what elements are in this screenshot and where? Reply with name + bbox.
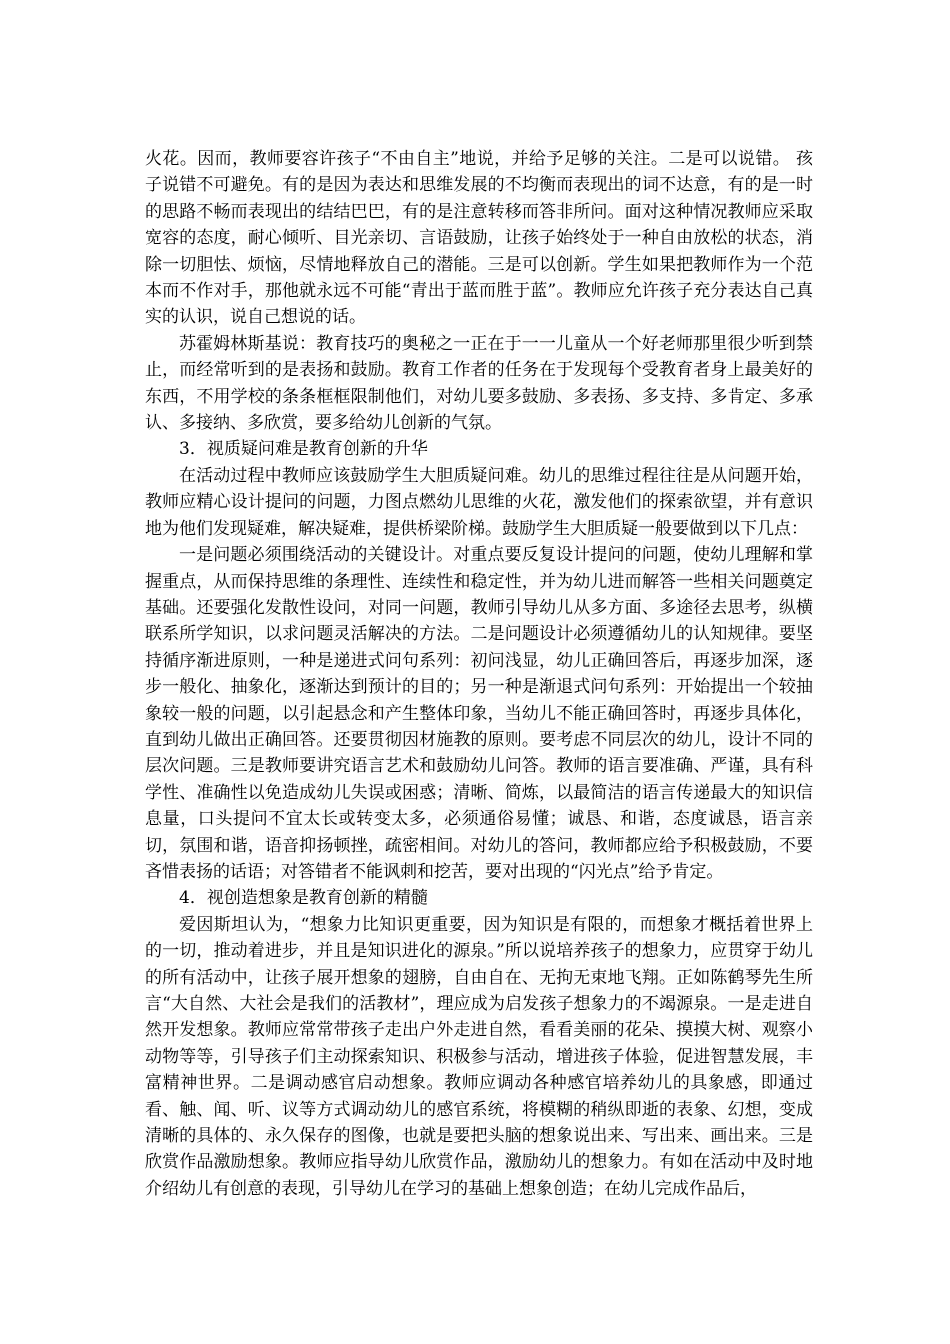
paragraph-imagination: 爱因斯坦认为，“想象力比知识更重要，因为知识是有限的，而想象才概括着世界上的一切，推动着进步，并且是知识进化的源泉。”所以说培养孩子的想象力，应贯穿于幼儿的所有活动中，让孩子展开想象的翅膀，自由自在、无拘无束地飞翔。正如陈鹤琴先生所言“大自然、大社会是我们的活教材”，理应成为启发孩子想象力的不竭源泉。一是走进自然开发想象。教师应常常带孩子走出户外走进自然，看看美丽的花朵、摸摸大树、观察小动物等等，引导孩子们主动探索知识、积极参与活动，增进孩子体验，促进智慧发展，丰富精神世界。二是调动感官启动想象。教师应调动各种感官培养幼儿的具象感，即通过看、触、闻、听、议等方式调动幼儿的感官系统，将模糊的稍纵即逝的表象、幻想，变成清晰的具体的、永久保存的图像，也就是要把头脑的想象说出来、写出来、画出来。三是欣赏作品激励想象。教师应指导幼儿欣赏作品，激励幼儿的想象力。有如在活动中及时地介绍幼儿有创意的表现，引导幼儿在学习的基础上想象创造；在幼儿完成作品后， — [145, 914, 813, 1199]
paragraph-questioning-intro: 在活动过程中教师应该鼓励学生大胆质疑问难。幼儿的思维过程往往是从问题开始，教师应精心设计提问的问题，力图点燃幼儿思维的火花，激发他们的探索欲望，并有意识地为他们发现疑难，解决疑难，提供桥梁阶梯。鼓励学生大胆质疑一般要做到以下几点： — [145, 465, 813, 539]
document-page — [145, 146, 813, 1202]
section-heading-3: 3．视质疑问难是教育创新的升华 — [179, 439, 428, 460]
paragraph-continuation: 火花。因而，教师要容许孩子“不由自主”地说，并给予足够的关注。二是可以说错。 孩子说错不可避免。有的是因为表达和思维发展的不均衡而表现出的词不达意，有的是一时的思路不畅而表现出的结结巴巴，有的是注意转移而答非所问。面对这种情况教师应采取宽容的态度，耐心倾听、目光亲切、言语鼓励，让孩子始终处于一种自由放松的状态，消除一切胆怯、烦恼，尽情地释放自己的潜能。三是可以创新。学生如果把教师作为一个范本而不作对手，那他就永远不可能“青出于蓝而胜于蓝”。教师应允许孩子充分表达自己真实的认识，说自己想说的话。 — [145, 149, 813, 328]
paragraph-suhomlinsky-quote: 苏霍姆林斯基说：教育技巧的奥秘之一正在于一一儿童从一个好老师那里很少听到禁止，而经常听到的是表扬和鼓励。教育工作者的任务在于发现每个受教育者身上最美好的东西，不用学校的条条框框限制他们，对幼儿要多鼓励、多表扬、多支持、多肯定、多承认、多接纳、多欣赏，要多给幼儿创新的气氛。 — [145, 333, 813, 434]
section-heading-4: 4．视创造想象是教育创新的精髓 — [179, 888, 428, 909]
paragraph-questioning-points: 一是问题必须围绕活动的关键设计。对重点要反复设计提问的问题，使幼儿理解和掌握重点，从而保持思维的条理性、连续性和稳定性，并为幼儿进而解答一些相关问题奠定基础。还要强化发散性设问，对同一问题，教师引导幼儿从多方面、多途径去思考，纵横联系所学知识，以求问题灵活解决的方法。二是问题设计必须遵循幼儿的认知规律。要坚持循序渐进原则，一种是递进式问句系列：初问浅显，幼儿正确回答后，再逐步加深，逐步一般化、抽象化，逐渐达到预计的目的；另一种是渐退式问句系列：开始提出一个较抽象较一般的问题，以引起悬念和产生整体印象，当幼儿不能正确回答时，再逐步具体化，直到幼儿做出正确回答。还要贯彻因材施教的原则。要考虑不同层次的幼儿，设计不同的层次问题。三是教师要讲究语言艺术和鼓励幼儿问答。教师的语言要准确、严谨，具有科学性、准确性以免造成幼儿失误或困惑；清晰、简炼，以最简洁的语言传递最大的知识信息量，口头提问不宜太长或转变太多，必须通俗易懂；诚恳、和谐，态度诚恳，语言亲切，氛围和谐，语音抑扬顿挫，疏密相间。对幼儿的答问，教师都应给予积极鼓励，不要吝惜表扬的话语；对答错者不能讽刺和挖苦，要对出现的“闪光点”给予肯定。 — [145, 545, 813, 882]
